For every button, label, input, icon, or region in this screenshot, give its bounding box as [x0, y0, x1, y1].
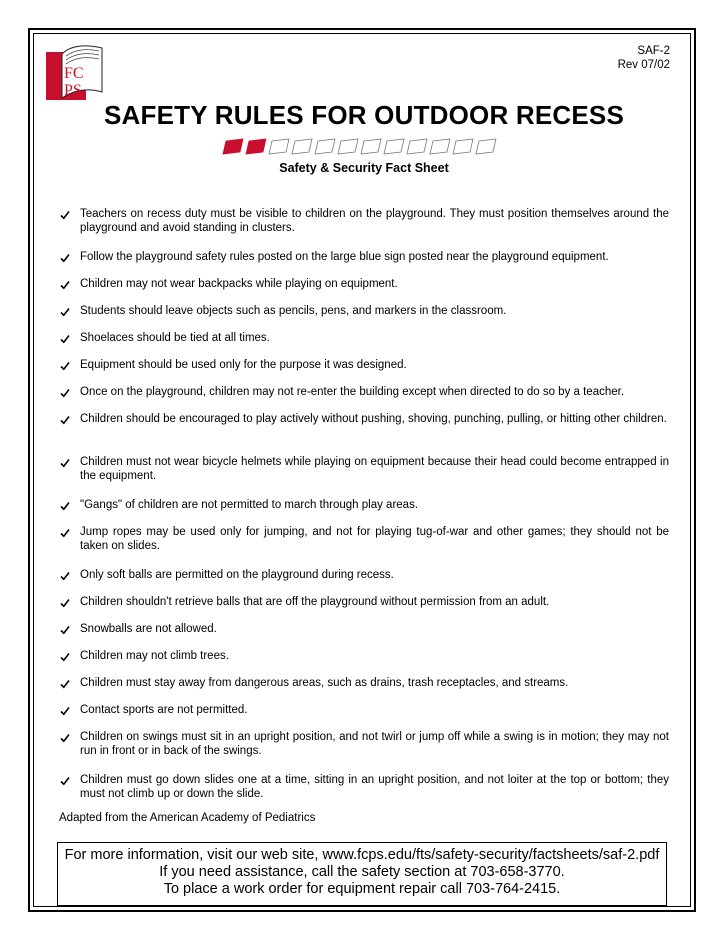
ribbon-cell	[269, 139, 289, 154]
info-assistance-line: If you need assistance, call the safety section at 703-658-3770.	[159, 864, 565, 880]
rule-item	[59, 305, 669, 319]
document-meta	[618, 44, 670, 72]
decorative-ribbon	[222, 138, 504, 156]
rule-text: Follow the playground safety rules posted on the large blue sign posted near the playground equipment.	[80, 251, 609, 263]
document-code: SAF-2	[637, 45, 670, 57]
rule-item	[59, 332, 669, 346]
rule-item	[59, 596, 669, 610]
page-title: SAFETY RULES FOR OUTDOOR RECESS	[104, 100, 624, 130]
rule-text: Children must not wear bicycle helmets while playing on equipment because their head could become entrapped in the equipment.	[80, 456, 669, 482]
rule-item	[59, 456, 669, 483]
checkmark-icon	[59, 306, 71, 318]
ribbon-cell	[384, 139, 404, 154]
document-revision: Rev 07/02	[617, 59, 670, 71]
rule-text: Once on the playground, children may not re-enter the building except when directed to do so by a teacher.	[80, 386, 625, 398]
rule-item	[59, 499, 669, 513]
rule-item	[59, 677, 669, 691]
ribbon-cell	[315, 139, 335, 154]
checkmark-icon	[59, 570, 71, 582]
rule-text: Children may not climb trees.	[80, 650, 229, 662]
checkmark-icon	[59, 775, 71, 787]
rule-item	[59, 278, 669, 292]
rule-item	[59, 569, 669, 583]
ribbon-cell	[246, 139, 266, 154]
checkmark-icon	[59, 597, 71, 609]
rule-item	[59, 526, 669, 553]
rule-text: Children must stay away from dangerous areas, such as drains, trash receptacles, and streams.	[80, 677, 569, 689]
ribbon-cell	[338, 139, 358, 154]
rule-item	[59, 208, 669, 235]
checkmark-icon	[59, 387, 71, 399]
rule-text: "Gangs" of children are not permitted to march through play areas.	[80, 499, 419, 511]
ribbon-cell	[407, 139, 427, 154]
ribbon-cell	[476, 139, 496, 154]
logo-text-fc: FC	[64, 65, 84, 82]
rule-text: Children on swings must sit in an upright position, and not twirl or jump off while a swing is in motion; they may not run in front or in back of the swings.	[80, 731, 669, 757]
rule-item	[59, 650, 669, 664]
checkmark-icon	[59, 414, 71, 426]
rule-text: Children should be encouraged to play actively without pushing, shoving, punching, pulling, or hitting other children.	[80, 413, 667, 425]
rule-text: Children must go down slides one at a time, sitting in an upright position, and not loiter at the top or bottom; they must not climb up or down the slide.	[80, 774, 669, 800]
checkmark-icon	[59, 527, 71, 539]
logo-text-ps: PS	[64, 82, 82, 99]
rule-item	[59, 774, 669, 801]
checkmark-icon	[59, 360, 71, 372]
checkmark-icon	[59, 624, 71, 636]
info-website-line: For more information, visit our web site, www.fcps.edu/fts/safety-security/factsheets/saf-2.pdf	[64, 847, 660, 863]
checkmark-icon	[59, 279, 71, 291]
rule-text: Snowballs are not allowed.	[80, 623, 217, 635]
rule-item	[59, 359, 669, 373]
rule-item	[59, 386, 669, 400]
checkmark-icon	[59, 457, 71, 469]
rule-text: Contact sports are not permitted.	[80, 704, 248, 716]
ribbon-cell	[361, 139, 381, 154]
rule-item	[59, 413, 669, 427]
checkmark-icon	[59, 333, 71, 345]
ribbon-cell	[430, 139, 450, 154]
rule-item	[59, 623, 669, 637]
rule-item	[59, 731, 669, 758]
checkmark-icon	[59, 500, 71, 512]
rule-text: Students should leave objects such as pencils, pens, and markers in the classroom.	[80, 305, 507, 317]
checkmark-icon	[59, 732, 71, 744]
rule-item	[59, 704, 669, 718]
page-subtitle: Safety & Security Fact Sheet	[279, 161, 449, 175]
checkmark-icon	[59, 705, 71, 717]
rule-text: Teachers on recess duty must be visible to children on the playground. They must position themselves around the playground and avoid standing in clusters.	[80, 208, 669, 234]
rule-text: Equipment should be used only for the purpose it was designed.	[80, 359, 407, 371]
rule-item	[59, 251, 669, 265]
source-note: Adapted from the American Academy of Pediatrics	[59, 812, 316, 824]
checkmark-icon	[59, 209, 71, 221]
ribbon-cell	[223, 139, 243, 154]
rule-text: Shoelaces should be tied at all times.	[80, 332, 270, 344]
ribbon-cell	[292, 139, 312, 154]
rule-text: Children may not wear backpacks while playing on equipment.	[80, 278, 398, 290]
rule-text: Children shouldn't retrieve balls that are off the playground without permission from an adult.	[80, 596, 550, 608]
ribbon-cell	[453, 139, 473, 154]
checkmark-icon	[59, 252, 71, 264]
rule-text: Jump ropes may be used only for jumping, and not for playing tug-of-war and other games; they should not be taken on slides.	[80, 526, 669, 552]
contact-info-box	[57, 842, 667, 906]
rule-text: Only soft balls are permitted on the playground during recess.	[80, 569, 394, 581]
checkmark-icon	[59, 651, 71, 663]
info-work-order-line: To place a work order for equipment repair call 703-764-2415.	[163, 881, 561, 897]
fcps-logo	[44, 42, 106, 104]
checkmark-icon	[59, 678, 71, 690]
